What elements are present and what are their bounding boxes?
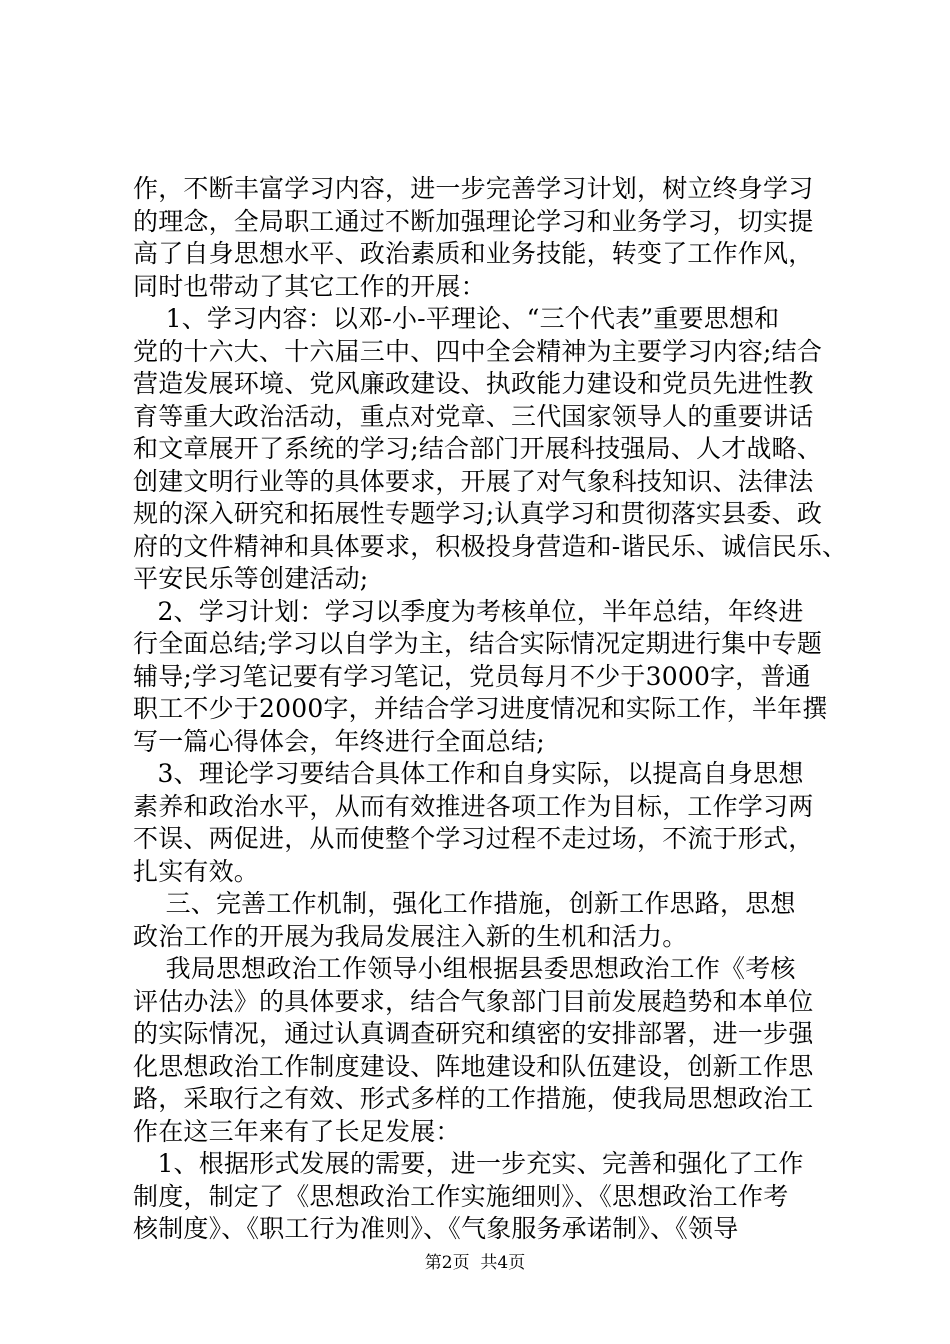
text-line: 我局思想政治工作领导小组根据县委思想政治工作《考核 <box>133 954 796 983</box>
text-line: 核制度》、《职工行为准则》、《气象服务承诺制》、《领导 <box>133 1214 739 1243</box>
text-line: 1、学习内容：以邓-小-平理论、“三个代表”重要思想和 <box>133 304 780 333</box>
text-line: 不误、两促进，从而使整个学习过程不走过场，不流于形式， <box>133 824 814 853</box>
text-line: 素养和政治水平，从而有效推进各项工作为目标，工作学习两 <box>133 791 814 821</box>
text-line: 规的深入研究和拓展性专题学习;认真学习和贯彻落实县委、政 <box>133 499 823 528</box>
text-line: 作，不断丰富学习内容，进一步完善学习计划，树立终身学习 <box>133 174 814 203</box>
text-line: 2、学习计划：学习以季度为考核单位，半年总结，年终进 <box>133 596 804 626</box>
text-line: 评估办法》的具体要求，结合气象部门目前发展趋势和本单位 <box>133 986 814 1016</box>
text-line: 扎实有效。 <box>133 856 260 886</box>
text-line: 育等重大政治活动，重点对党章、三代国家领导人的重要讲话 <box>133 401 814 431</box>
text-line: 高了自身思想水平、政治素质和业务技能，转变了工作作风， <box>133 239 814 268</box>
page-footer: 第2页 共4页 <box>424 1253 526 1273</box>
text-line: 党的十六大、十六届三中、四中全会精神为主要学习内容;结合 <box>133 336 823 366</box>
document-body <box>133 173 848 1246</box>
text-line: 的理念，全局职工通过不断加强理论学习和业务学习，切实提 <box>133 206 814 236</box>
text-line: 行全面总结;学习以自学为主，结合实际情况定期进行集中专题 <box>133 629 823 658</box>
text-line: 三、完善工作机制，强化工作措施，创新工作思路，思想 <box>133 889 796 918</box>
text-line: 辅导;学习笔记要有学习笔记，党员每月不少于3000字，普通 <box>133 661 811 691</box>
text-line: 政治工作的开展为我局发展注入新的生机和活力。 <box>133 921 688 951</box>
text-line: 写一篇心得体会，年终进行全面总结; <box>133 726 545 756</box>
text-line: 路，采取行之有效、形式多样的工作措施，使我局思想政治工 <box>133 1084 814 1113</box>
text-line: 的实际情况，通过认真调查研究和缜密的安排部署，进一步强 <box>133 1019 814 1048</box>
text-line: 化思想政治工作制度建设、阵地建设和队伍建设，创新工作思 <box>133 1051 814 1081</box>
text-line: 职工不少于2000字，并结合学习进度情况和实际工作，半年撰 <box>133 694 828 723</box>
text-line: 1、根据形式发展的需要，进一步充实、完善和强化了工作 <box>133 1149 804 1178</box>
text-line: 和文章展开了系统的学习;结合部门开展科技强局、人才战略、 <box>133 434 823 463</box>
text-line: 营造发展环境、党风廉政建设、执政能力建设和党员先进性教 <box>133 369 814 398</box>
text-line: 平安民乐等创建活动; <box>133 564 369 593</box>
text-line: 创建文明行业等的具体要求，开展了对气象科技知识、法律法 <box>133 466 814 496</box>
text-line: 同时也带动了其它工作的开展： <box>133 271 486 301</box>
text-line: 3、理论学习要结合具体工作和自身实际，以提高自身思想 <box>133 759 804 788</box>
text-line: 作在这三年来有了长足发展： <box>133 1116 461 1146</box>
text-line: 府的文件精神和具体要求，积极投身营造和-谐民乐、诚信民乐、 <box>133 531 848 561</box>
text-line: 制度，制定了《思想政治工作实施细则》、《思想政治工作考 <box>133 1181 789 1211</box>
